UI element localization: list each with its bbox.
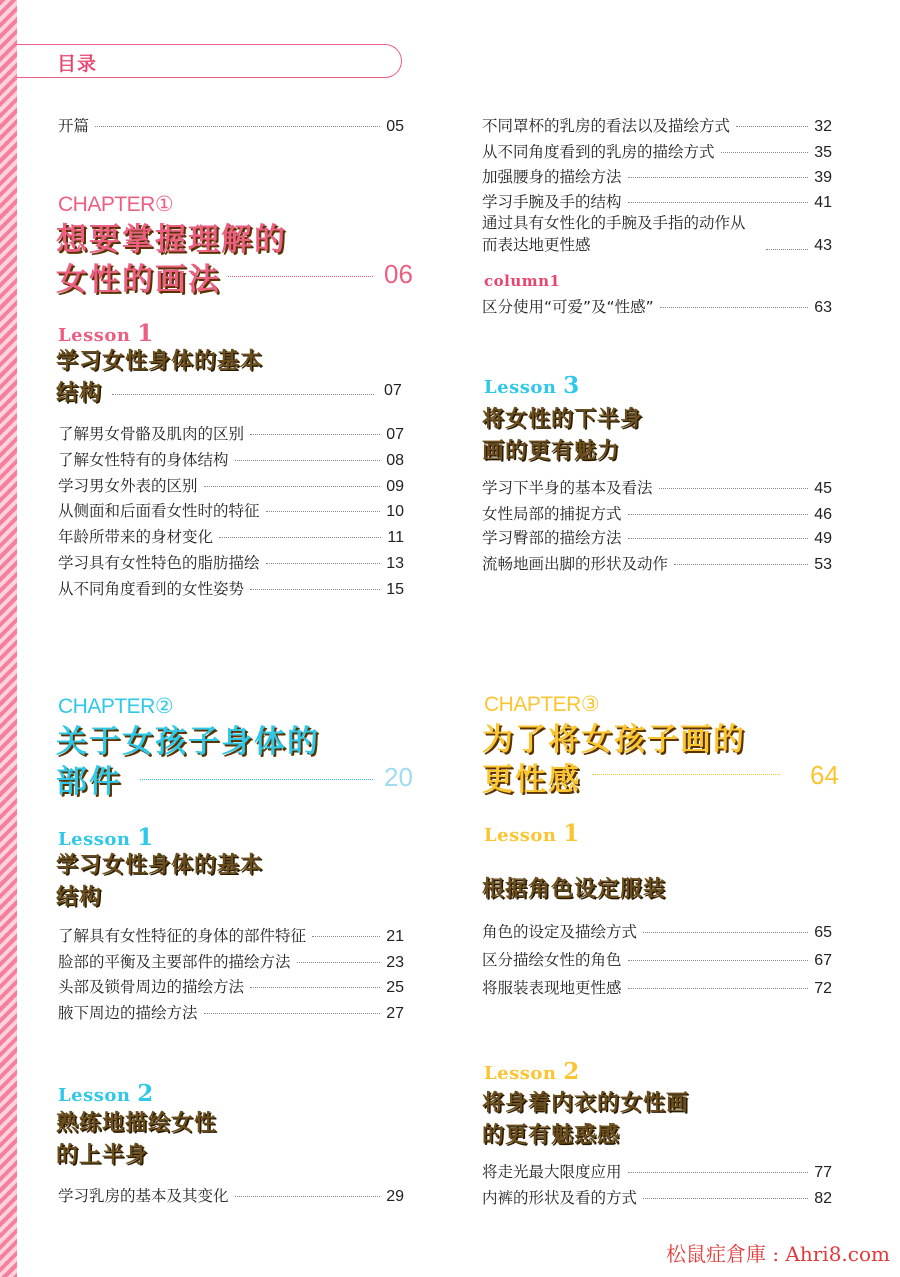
toc-entry[interactable]: 学习具有女性特色的脂肪描绘 13 [58,554,404,572]
toc-entry[interactable]: 了解男女骨骼及肌肉的区别 07 [58,425,404,443]
chapter2-label: CHAPTER② [58,695,174,718]
chapter2-lesson1-label: Lesson 1 [58,824,154,851]
chapter3-lesson2-title: 将身着内衣的女性画 的更有魅惑感 [482,1091,690,1148]
toc-entry[interactable]: 加强腰身的描绘方法 39 [482,168,832,186]
toc-entry[interactable]: 不同罩杯的乳房的看法以及描绘方式 32 [482,117,832,135]
toc-entry[interactable]: 学习下半身的基本及看法 45 [482,479,832,497]
column-label: column1 [484,272,561,290]
chapter3-title: 为了将女孩子画的 更性感 [482,722,746,798]
chapter1-lesson1-page[interactable]: 07 [384,382,402,399]
toc-entry[interactable]: 从不同角度看到的女性姿势 15 [58,580,404,598]
toc-entry[interactable]: 了解女性特有的身体结构 08 [58,451,404,469]
chapter1-dots [228,276,373,277]
chapter3-page[interactable]: 64 [810,760,839,790]
toc-entry[interactable]: 将服装表现地更性感 72 [482,979,832,997]
chapter2-lesson1-title: 学习女性身体的基本 结构 [56,853,264,910]
toc-entry[interactable]: 女性局部的捕捉方式 46 [482,505,832,523]
toc-entry[interactable]: 学习男女外表的区别 09 [58,477,404,495]
chapter3-lesson2-label: Lesson 2 [484,1058,580,1085]
chapter2-lesson2-label: Lesson 2 [58,1080,154,1107]
toc-entry[interactable]: 角色的设定及描绘方式 65 [482,923,832,941]
page-title: 目录 [57,53,98,75]
watermark-text: 松鼠症倉庫 : Ahri8.com [665,1242,890,1266]
chapter1-lesson1-label: Lesson 1 [58,320,154,347]
toc-entry[interactable]: 将走光最大限度应用 77 [482,1163,832,1181]
toc-entry[interactable]: 区分描绘女性的角色 67 [482,951,832,969]
toc-header [17,44,402,78]
toc-entry[interactable]: 通过具有女性化的手腕及手指的动作从而表达地更性感 43 [482,214,832,254]
chapter1-title: 想要掌握理解的 女性的画法 [56,222,287,298]
toc-entry[interactable]: 内裤的形状及看的方式 82 [482,1189,832,1207]
chapter1-lesson3-title: 将女性的下半身 画的更有魅力 [482,407,644,464]
chapter2-lesson2-title: 熟练地描绘女性 的上半身 [56,1111,218,1168]
chapter2-dots [140,779,373,780]
toc-entry[interactable]: 年龄所带来的身材变化 11 [58,528,404,546]
toc-entry[interactable]: 区分使用“可爱”及“性感” 63 [482,298,832,316]
chapter3-lesson1-label: Lesson 1 [484,820,580,847]
chapter2-title: 关于女孩子身体的 部件 [56,724,320,800]
chapter1-page[interactable]: 06 [384,259,413,289]
chapter1-lesson1-title: 学习女性身体的基本 结构 [56,349,264,406]
chapter3-label: CHAPTER③ [484,693,600,716]
chapter1-lesson1-dots [112,394,374,395]
toc-entry[interactable]: 了解具有女性特征的身体的部件特征 21 [58,927,404,945]
chapter1-lesson3-label: Lesson 3 [484,372,580,399]
chapter2-page[interactable]: 20 [384,762,413,792]
toc-entry[interactable]: 从不同角度看到的乳房的描绘方式 35 [482,143,832,161]
chapter3-dots [592,774,780,775]
toc-entry[interactable]: 头部及锁骨周边的描绘方法 25 [58,978,404,996]
toc-entry[interactable]: 学习手腕及手的结构 41 [482,193,832,211]
toc-entry-intro[interactable]: 开篇 05 [58,117,404,135]
toc-entry[interactable]: 学习乳房的基本及其变化 29 [58,1187,404,1205]
toc-entry[interactable]: 学习臀部的描绘方法 49 [482,529,832,547]
decorative-stripe [0,0,17,1277]
toc-entry[interactable]: 脸部的平衡及主要部件的描绘方法 23 [58,953,404,971]
toc-entry[interactable]: 腋下周边的描绘方法 27 [58,1004,404,1022]
toc-entry[interactable]: 流畅地画出脚的形状及动作 53 [482,555,832,573]
chapter1-label: CHAPTER① [58,193,174,216]
toc-entry[interactable]: 从侧面和后面看女性时的特征 10 [58,502,404,520]
chapter3-lesson1-title: 根据角色设定服装 [482,877,667,902]
